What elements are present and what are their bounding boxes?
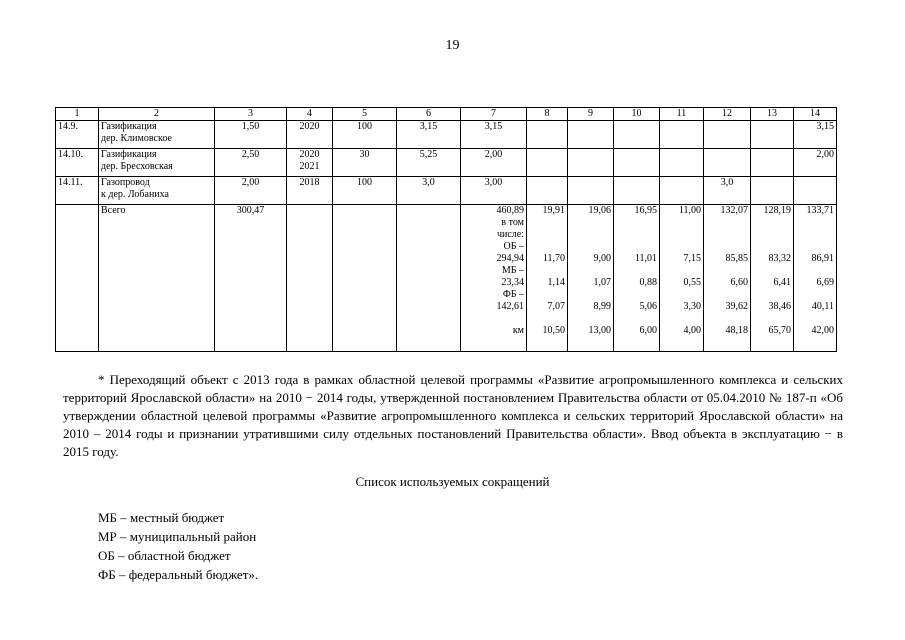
total-spacer: [616, 217, 657, 229]
row-number: 14.11.: [56, 177, 99, 205]
total-value: 85,85: [725, 253, 748, 264]
cell-col10: [614, 177, 660, 205]
year-line: 2020: [299, 149, 320, 160]
total-value: 83,32: [768, 253, 791, 264]
header-cell: 3: [215, 108, 287, 121]
row-number: 14.9.: [56, 121, 99, 149]
total-value: 39,62: [725, 301, 748, 312]
header-cell: 2: [99, 108, 215, 121]
total-value: 13,00: [588, 325, 611, 336]
table-row: [56, 121, 837, 149]
total-value: 132,07: [720, 205, 748, 216]
abbreviation-item: МР – муниципальный район: [98, 529, 257, 544]
total-label: Всего: [99, 205, 215, 352]
header-cell: 7: [461, 108, 527, 121]
cell-col4: [287, 121, 333, 149]
header-cell: 6: [397, 108, 461, 121]
total-col5: [333, 205, 397, 352]
total-col6: [397, 205, 461, 352]
abbreviations-title: Список используемых сокращений: [355, 474, 550, 489]
abbreviation-item: ОБ – областной бюджет: [98, 548, 231, 563]
total-value: 19,91: [542, 205, 565, 216]
total-spacer: [753, 229, 791, 241]
total-spacer: [706, 289, 748, 301]
total-num-cell: [56, 205, 99, 352]
cell-col3: 2,00: [215, 177, 287, 205]
header-cell: 1: [56, 108, 99, 121]
total-col4: [287, 205, 333, 352]
object-name: [99, 121, 215, 149]
total-spacer: [570, 217, 611, 229]
total-col7-line: км: [512, 325, 524, 336]
total-col7-line: 142,61: [496, 301, 524, 312]
total-value: 11,00: [678, 205, 701, 216]
total-spacer: [662, 289, 701, 301]
cell-col11: [660, 177, 704, 205]
object-name-line: дер. Климовское: [101, 133, 172, 144]
cell-col5: 100: [333, 121, 397, 149]
total-spacer: [796, 217, 834, 229]
total-spacer: [570, 313, 611, 325]
cell-col8: [527, 149, 568, 177]
total-col7-line: 294,94: [496, 253, 524, 264]
cell-col7: 2,00: [461, 149, 527, 177]
cell-col4: [287, 149, 333, 177]
abbreviations-list: [98, 508, 258, 584]
year-line: 2021: [299, 161, 320, 172]
total-value: 4,00: [683, 325, 701, 336]
row-number: 14.10.: [56, 149, 99, 177]
total-value: 1,07: [593, 277, 611, 288]
total-value: 6,00: [639, 325, 657, 336]
header-cell: 14: [794, 108, 837, 121]
total-spacer: [706, 313, 748, 325]
total-spacer: [529, 217, 565, 229]
total-value: 10,50: [542, 325, 565, 336]
total-col3: 300,47: [215, 205, 287, 352]
total-spacer: [706, 217, 748, 229]
total-spacer: [616, 313, 657, 325]
total-value: 0,88: [639, 277, 657, 288]
cell-col13: [751, 121, 794, 149]
total-spacer: [616, 229, 657, 241]
cell-col12: [704, 121, 751, 149]
header-cell: 10: [614, 108, 660, 121]
cell-col10: [614, 121, 660, 149]
total-value: 11,01: [634, 253, 657, 264]
total-col7-line: числе:: [496, 229, 524, 240]
cell-col3: 2,50: [215, 149, 287, 177]
total-spacer: [662, 229, 701, 241]
total-col9: [568, 205, 614, 352]
header-cell: 12: [704, 108, 751, 121]
total-spacer: [706, 229, 748, 241]
total-spacer: [616, 289, 657, 301]
total-spacer: [706, 265, 748, 277]
total-col10: [614, 205, 660, 352]
abbreviation-item: ФБ – федеральный бюджет».: [98, 567, 259, 582]
table-header-row: [56, 108, 837, 121]
cell-col14: 2,00: [794, 149, 837, 177]
total-row: [56, 205, 837, 352]
cell-col6: 5,25: [397, 149, 461, 177]
total-value: 1,14: [547, 277, 565, 288]
total-value: 65,70: [768, 325, 791, 336]
total-col8: [527, 205, 568, 352]
cell-col9: [568, 121, 614, 149]
total-col7: [461, 205, 527, 352]
total-value: 6,69: [816, 277, 834, 288]
total-col7-line: 460,89: [496, 205, 524, 216]
header-cell: 11: [660, 108, 704, 121]
header-cell: 13: [751, 108, 794, 121]
total-value: 5,06: [639, 301, 657, 312]
total-col14: [794, 205, 837, 352]
total-spacer: [529, 265, 565, 277]
total-spacer: [616, 241, 657, 253]
total-value: 133,71: [806, 205, 834, 216]
cell-col8: [527, 121, 568, 149]
cell-col14: [794, 177, 837, 205]
total-spacer: [529, 229, 565, 241]
object-name-line: Газификация: [101, 121, 157, 132]
header-cell: 4: [287, 108, 333, 121]
total-col7-line: ОБ –: [503, 241, 524, 252]
abbreviation-item: МБ – местный бюджет: [98, 510, 225, 525]
cell-col9: [568, 177, 614, 205]
total-col7-line: [463, 313, 524, 325]
total-spacer: [529, 313, 565, 325]
total-value: 7,15: [683, 253, 701, 264]
total-spacer: [570, 241, 611, 253]
cell-col10: [614, 149, 660, 177]
total-value: 9,00: [593, 253, 611, 264]
year-line: 2018: [299, 177, 320, 188]
total-value: 7,07: [547, 301, 565, 312]
total-spacer: [529, 289, 565, 301]
cell-col6: 3,15: [397, 121, 461, 149]
budget-table: [55, 107, 837, 352]
total-value: 19,06: [588, 205, 611, 216]
header-cell: 5: [333, 108, 397, 121]
object-name: [99, 149, 215, 177]
total-spacer: [662, 241, 701, 253]
table-row: [56, 149, 837, 177]
cell-col8: [527, 177, 568, 205]
cell-col5: 100: [333, 177, 397, 205]
object-name-line: дер. Бресховская: [101, 161, 173, 172]
total-col12: [704, 205, 751, 352]
total-col13: [751, 205, 794, 352]
total-value: 40,11: [811, 301, 834, 312]
total-spacer: [570, 229, 611, 241]
total-spacer: [753, 265, 791, 277]
total-spacer: [616, 265, 657, 277]
total-col7-line: 23,34: [501, 277, 524, 288]
total-value: 42,00: [811, 325, 834, 336]
total-spacer: [529, 241, 565, 253]
object-name-line: Газопровод: [101, 177, 150, 188]
cell-col5: 30: [333, 149, 397, 177]
total-value: 3,30: [683, 301, 701, 312]
total-col7-line: в том: [501, 217, 524, 228]
cell-col11: [660, 149, 704, 177]
cell-col11: [660, 121, 704, 149]
total-spacer: [753, 313, 791, 325]
total-value: 6,60: [730, 277, 748, 288]
total-value: 6,41: [773, 277, 791, 288]
cell-col6: 3,0: [397, 177, 461, 205]
total-col7-line: ФБ –: [502, 289, 524, 300]
table-row: [56, 177, 837, 205]
total-value: 128,19: [763, 205, 791, 216]
footnote: * Переходящий объект с 2013 года в рамках областной целевой программы «Развитие агропромышленного комплекса и сельских территорий Ярославской области» на 2010 − 2014 годы, утвержденной постановлением Правительства области от 05.04.2010 № 187-п «Об утверждении областной целевой программы «Развитие агропромышленного комплекса и сельских территорий Ярославской области» на 2010 – 2014 годы и признании утратившими силу отдельных постановлений Правительства области». Ввод объекта в эксплуатацию − в 2015 году.: [63, 372, 843, 459]
header-cell: 9: [568, 108, 614, 121]
total-value: 11,70: [542, 253, 565, 264]
total-col11: [660, 205, 704, 352]
cell-col12: 3,0: [704, 177, 751, 205]
cell-col13: [751, 177, 794, 205]
cell-col9: [568, 149, 614, 177]
object-name-line: Газификация: [101, 149, 157, 160]
total-spacer: [662, 217, 701, 229]
total-col7-line: МБ –: [501, 265, 524, 276]
header-cell: 8: [527, 108, 568, 121]
total-spacer: [796, 241, 834, 253]
total-spacer: [662, 313, 701, 325]
cell-col3: 1,50: [215, 121, 287, 149]
cell-col7: 3,00: [461, 177, 527, 205]
total-spacer: [570, 289, 611, 301]
object-name: [99, 177, 215, 205]
total-spacer: [662, 265, 701, 277]
cell-col7: 3,15: [461, 121, 527, 149]
total-spacer: [796, 265, 834, 277]
total-spacer: [796, 289, 834, 301]
total-value: 86,91: [811, 253, 834, 264]
cell-col13: [751, 149, 794, 177]
total-value: 16,95: [634, 205, 657, 216]
total-spacer: [796, 229, 834, 241]
cell-col14: 3,15: [794, 121, 837, 149]
total-spacer: [753, 289, 791, 301]
total-spacer: [706, 241, 748, 253]
cell-col12: [704, 149, 751, 177]
cell-col4: [287, 177, 333, 205]
object-name-line: к дер. Лобаниха: [101, 189, 169, 200]
page-number: 19: [445, 38, 460, 53]
year-line: 2020: [299, 121, 320, 132]
total-value: 38,46: [768, 301, 791, 312]
total-spacer: [753, 241, 791, 253]
total-spacer: [753, 217, 791, 229]
total-spacer: [570, 265, 611, 277]
total-spacer: [796, 313, 834, 325]
total-value: 48,18: [725, 325, 748, 336]
total-value: 8,99: [593, 301, 611, 312]
total-value: 0,55: [683, 277, 701, 288]
